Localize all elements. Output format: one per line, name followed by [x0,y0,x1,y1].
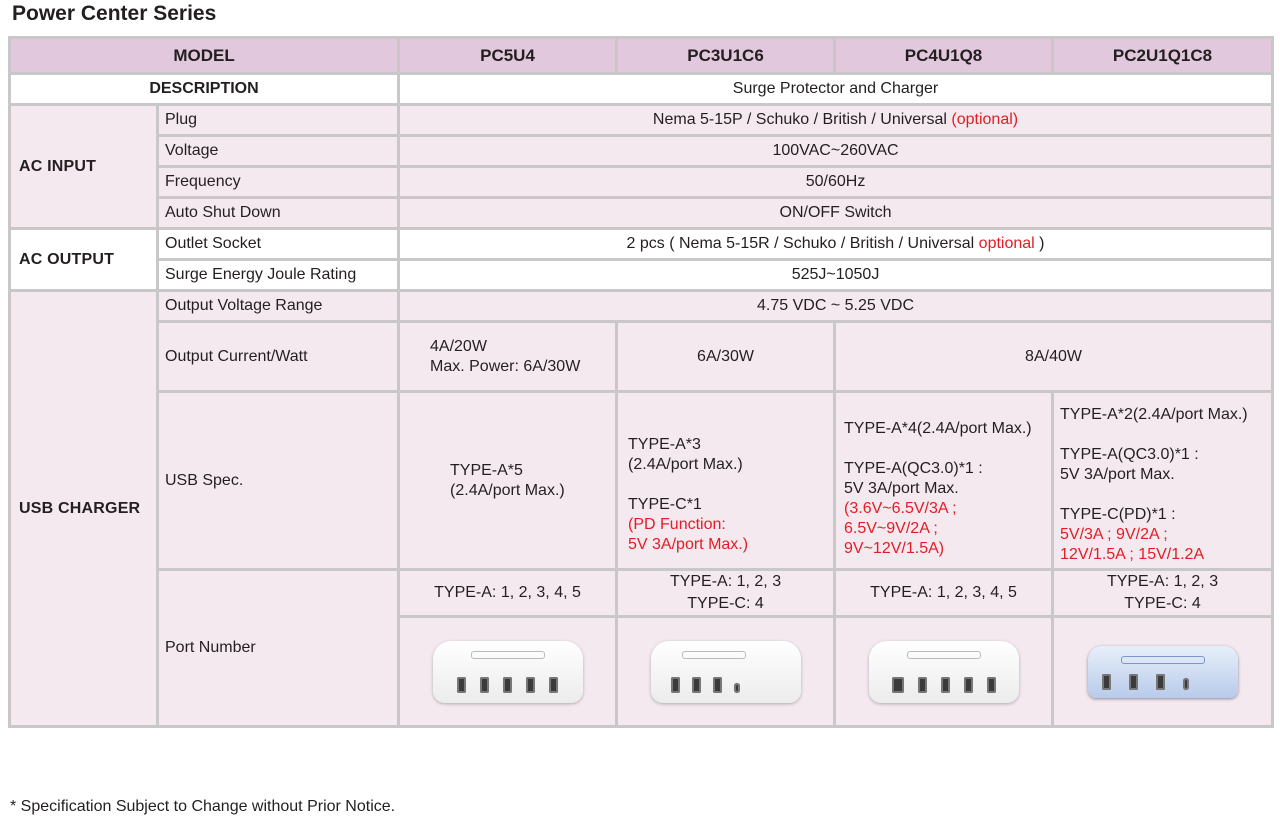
usb-spec-label: USB Spec. [158,392,399,570]
frequency-value: 50/60Hz [399,167,1273,198]
usb-charger-group: USB CHARGER [10,291,158,727]
port-number-pc2u1q1c8-line2: TYPE-C: 4 [1124,595,1201,612]
voltage-value: 100VAC~260VAC [399,136,1273,167]
voltage-range-row [10,291,1273,322]
usb-spec-pc4u1q8-red3: 9V~12V/1.5A) [844,539,945,557]
port-number-pc3u1c6 [617,570,835,617]
description-label: DESCRIPTION [10,74,399,105]
usb-spec-pc2u1q1c8-red2: 12V/1.5A ; 15V/1.2A [1060,545,1205,563]
usb-spec-pc4u1q8 [835,392,1053,570]
description-value: Surge Protector and Charger [399,74,1273,105]
usb-ports-icon [1088,674,1238,690]
usb-spec-pc2u1q1c8-line4: TYPE-C(PD)*1 : [1060,505,1176,523]
usb-ports-icon [433,677,583,693]
port-number-label: Port Number [158,570,399,727]
ac-output-group: AC OUTPUT [10,229,158,291]
usb-spec-pc3u1c6-red2: 5V 3A/port Max.) [628,535,749,553]
plug-row [10,105,1273,136]
outlet-row [10,229,1273,260]
outlet-label: Outlet Socket [158,229,399,260]
port-number-row [10,570,1273,617]
usb-spec-pc3u1c6-line2: (2.4A/port Max.) [628,455,743,473]
port-number-pc3u1c6-line1: TYPE-A: 1, 2, 3 [669,573,782,590]
plug-value [399,105,1273,136]
outlet-optional-note: optional [978,235,1035,252]
model-pc5u4: PC5U4 [399,38,617,74]
port-number-pc4u1q8: TYPE-A: 1, 2, 3, 4, 5 [835,570,1053,617]
usb-spec-pc5u4 [399,392,617,570]
outlet-value-prefix: 2 pcs ( Nema 5-15R / Schuko / British / Universal [626,235,975,252]
frequency-row [10,167,1273,198]
usb-spec-pc3u1c6 [617,392,835,570]
usb-spec-row [10,392,1273,570]
usb-spec-pc2u1q1c8-line1: TYPE-A*2(2.4A/port Max.) [1060,405,1248,423]
current-pc5u4-line2: Max. Power: 6A/30W [430,357,581,375]
usb-spec-pc2u1q1c8 [1053,392,1273,570]
page-title: Power Center Series [12,2,217,25]
model-pc4u1q8: PC4U1Q8 [835,38,1053,74]
port-number-pc5u4: TYPE-A: 1, 2, 3, 4, 5 [399,570,617,617]
product-image-pc3u1c6 [651,641,801,703]
usb-spec-pc5u4-line1: TYPE-A*5 [450,461,523,479]
current-pc5u4-line1: 4A/20W [430,337,487,355]
port-number-pc2u1q1c8 [1053,570,1273,617]
product-image-pc4u1q8 [869,641,1019,703]
auto-shut-down-value: ON/OFF Switch [399,198,1273,229]
voltage-label: Voltage [158,136,399,167]
product-label-strip [1121,656,1205,664]
usb-spec-pc4u1q8-red1: (3.6V~6.5V/3A ; [844,499,957,517]
product-image-pc2u1q1c8 [1088,646,1238,698]
model-pc3u1c6: PC3U1C6 [617,38,835,74]
usb-spec-pc3u1c6-line1: TYPE-A*3 [628,435,701,453]
voltage-range-label: Output Voltage Range [158,291,399,322]
usb-spec-pc4u1q8-line3: 5V 3A/port Max. [844,479,959,497]
spec-table [8,36,1274,728]
plug-value-text: Nema 5-15P / Schuko / British / Universal [652,111,947,128]
current-pc4-pc2: 8A/40W [835,322,1273,392]
product-label-strip [471,651,545,659]
voltage-range-value: 4.75 VDC ~ 5.25 VDC [399,291,1273,322]
outlet-value [399,229,1273,260]
product-image-pc2u1q1c8-cell [1053,617,1273,727]
voltage-row [10,136,1273,167]
current-row [10,322,1273,392]
surge-value: 525J~1050J [399,260,1273,291]
port-number-pc2u1q1c8-line1: TYPE-A: 1, 2, 3 [1106,573,1219,590]
usb-spec-pc4u1q8-line2: TYPE-A(QC3.0)*1 : [844,459,983,477]
surge-label: Surge Energy Joule Rating [158,260,399,291]
usb-ports-icon [869,677,1019,693]
port-number-pc3u1c6-line2: TYPE-C: 4 [687,595,764,612]
outlet-value-suffix: ) [1039,235,1045,252]
product-image-pc4u1q8-cell [835,617,1053,727]
product-label-strip [907,651,981,659]
footnote: * Specification Subject to Change without Prior Notice. [10,798,396,815]
product-label-strip [682,651,746,659]
description-row [10,74,1273,105]
usb-spec-pc4u1q8-red2: 6.5V~9V/2A ; [844,519,938,537]
auto-shut-down-label: Auto Shut Down [158,198,399,229]
product-image-pc3u1c6-cell [617,617,835,727]
current-pc3u1c6: 6A/30W [617,322,835,392]
model-pc2u1q1c8: PC2U1Q1C8 [1053,38,1273,74]
ac-input-group: AC INPUT [10,105,158,229]
usb-spec-pc2u1q1c8-line3: 5V 3A/port Max. [1060,465,1175,483]
model-header: MODEL [10,38,399,74]
usb-spec-pc3u1c6-red1: (PD Function: [628,515,726,533]
product-image-pc5u4 [433,641,583,703]
product-image-pc5u4-cell [399,617,617,727]
auto-shut-down-row [10,198,1273,229]
usb-spec-pc5u4-line2: (2.4A/port Max.) [450,481,565,499]
frequency-label: Frequency [158,167,399,198]
current-pc5u4 [399,322,617,392]
plug-optional-note: (optional) [951,111,1019,128]
header-row [10,38,1273,74]
current-label: Output Current/Watt [158,322,399,392]
surge-row [10,260,1273,291]
plug-label: Plug [158,105,399,136]
usb-spec-pc4u1q8-line1: TYPE-A*4(2.4A/port Max.) [844,419,1032,437]
usb-spec-pc2u1q1c8-line2: TYPE-A(QC3.0)*1 : [1060,445,1199,463]
usb-spec-pc2u1q1c8-red1: 5V/3A ; 9V/2A ; [1060,525,1168,543]
usb-ports-icon [651,677,801,693]
usb-spec-pc3u1c6-line3: TYPE-C*1 [628,495,702,513]
